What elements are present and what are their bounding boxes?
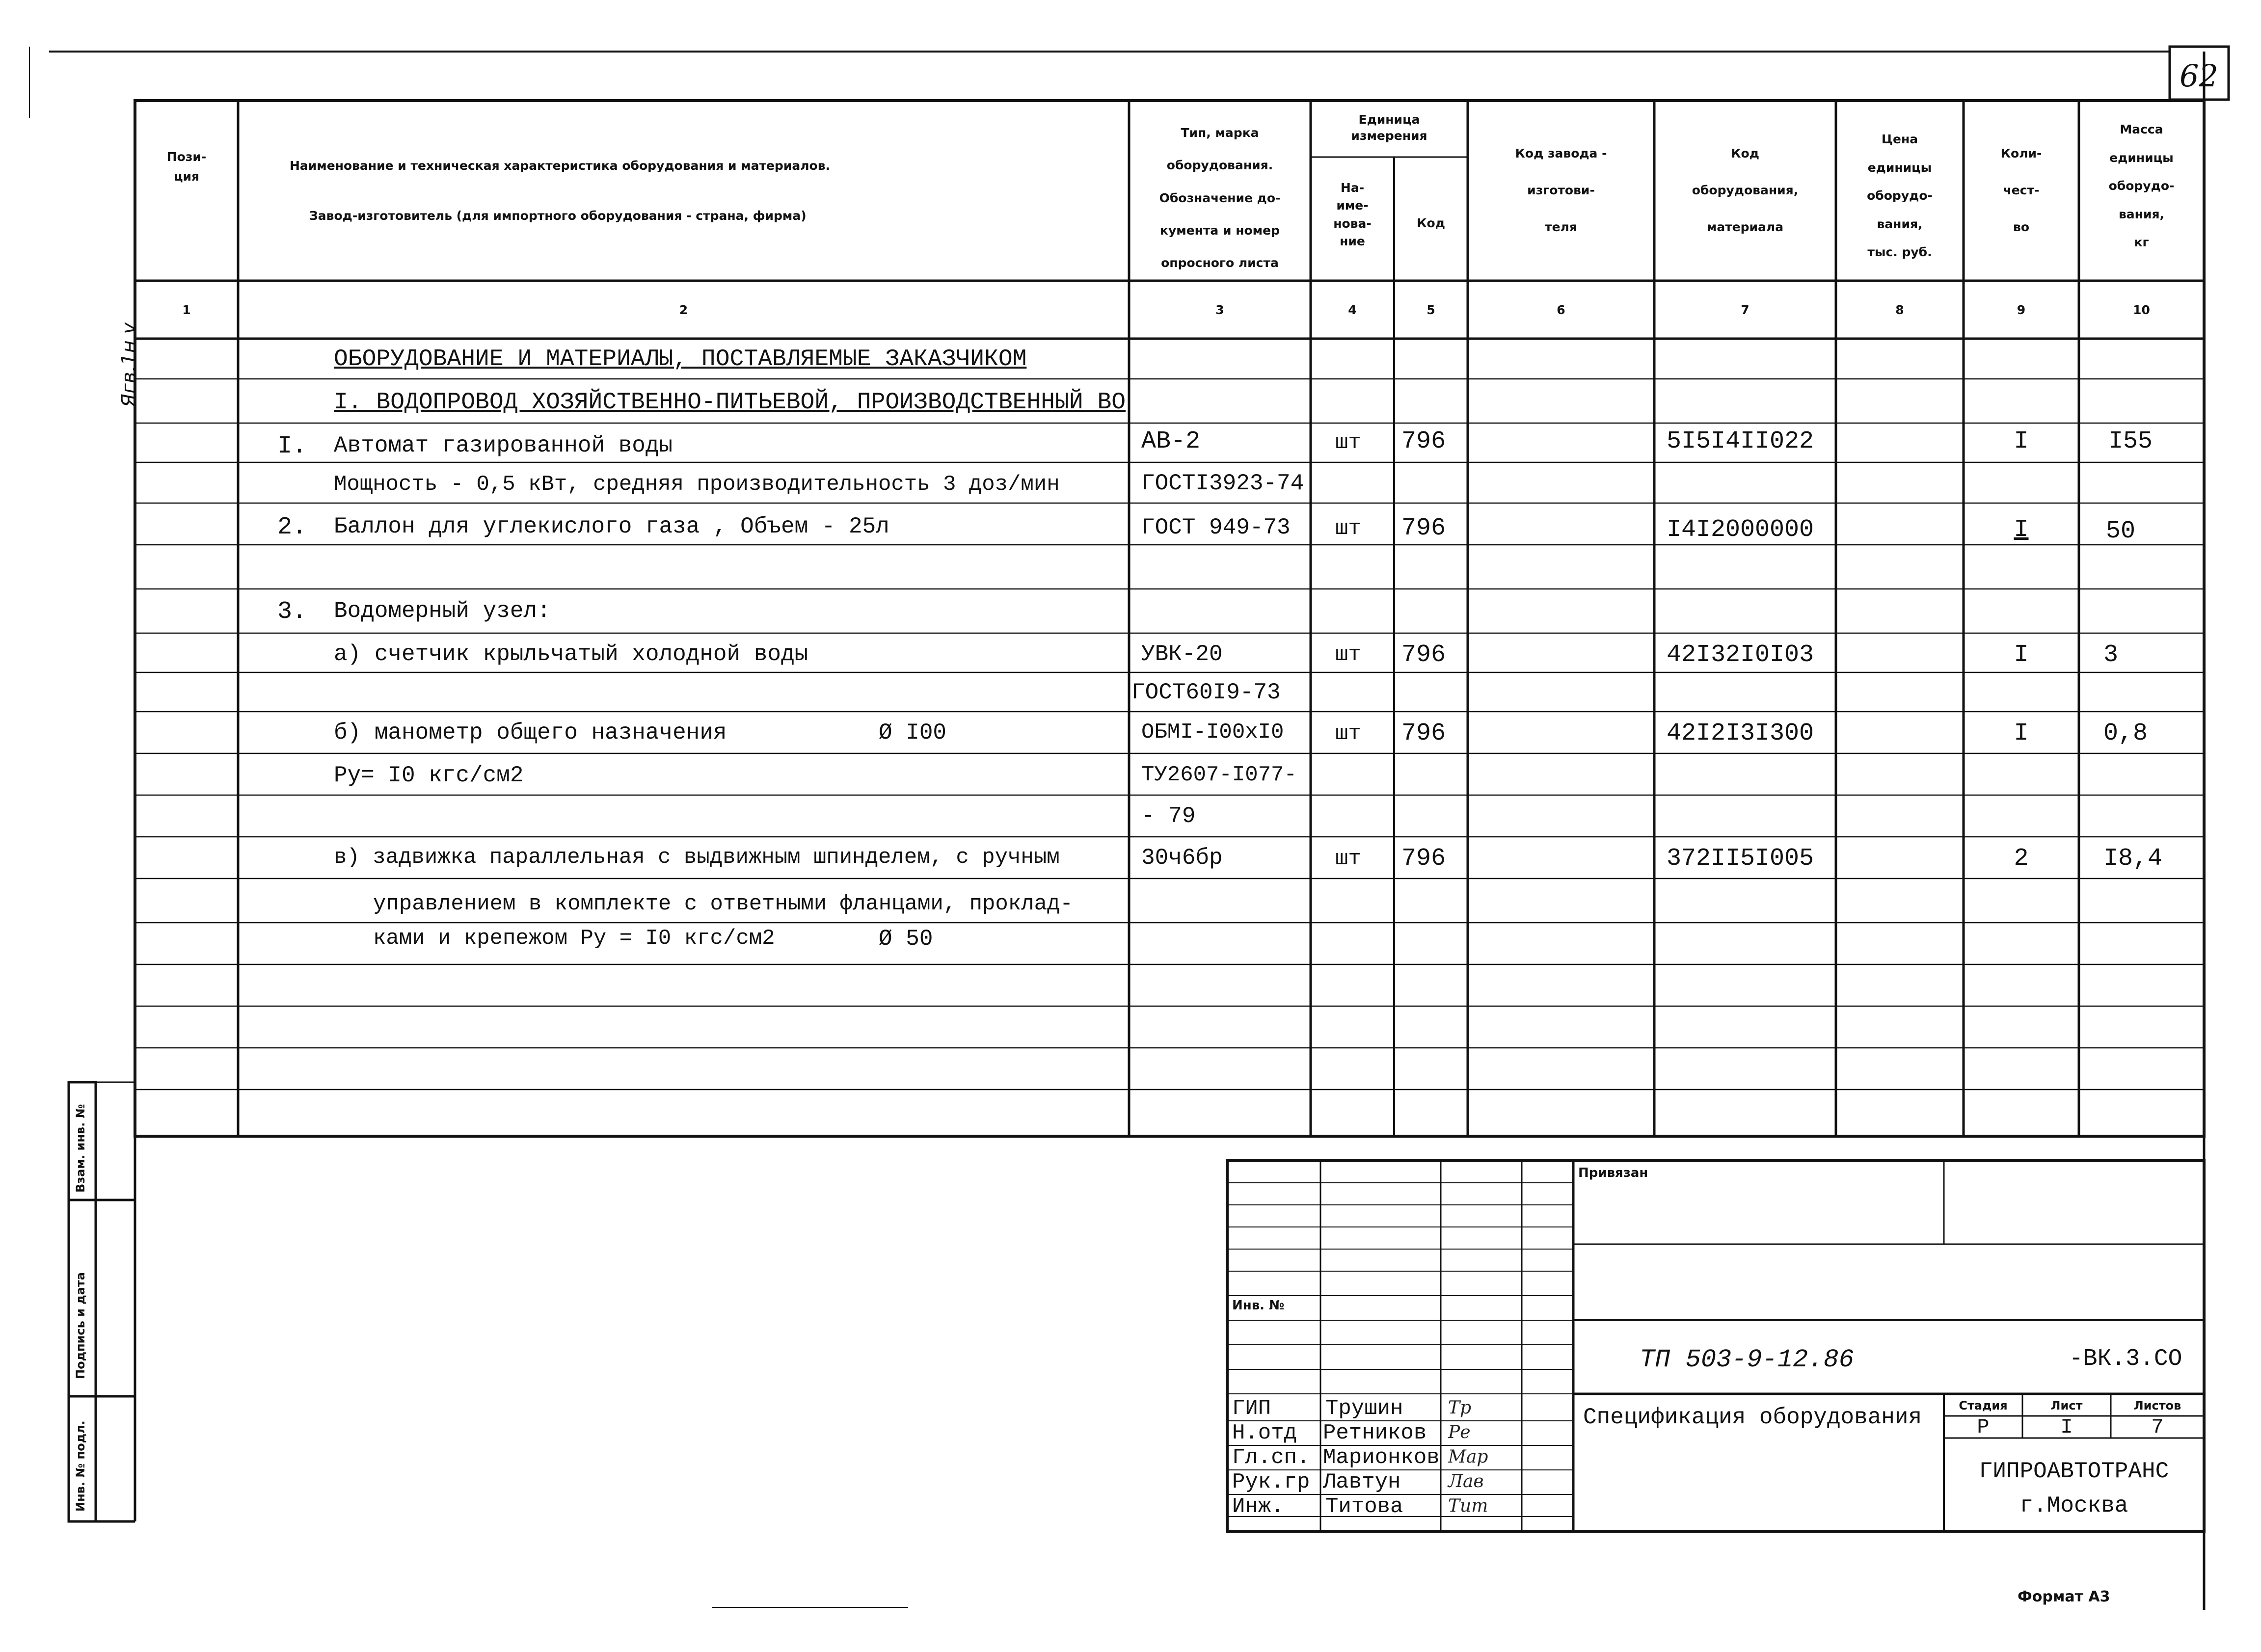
row-mass: 0,8 <box>2103 719 2148 747</box>
row-position: 3. <box>277 598 307 626</box>
row-code: 372II5I005 <box>1667 845 1814 873</box>
col-number: 6 <box>1557 303 1565 317</box>
tb-signature: Мар <box>1448 1447 1488 1467</box>
header-factory-code: Код завода - изготови- теля <box>1515 146 1607 234</box>
section-title: ОБОРУДОВАНИЕ И МАТЕРИАЛЫ, ПОСТАВЛЯЕМЫЕ ЗАКАЗЧИКОМ <box>334 346 1027 373</box>
col-number: 4 <box>1348 303 1357 317</box>
row-unit-code: 796 <box>1401 641 1446 669</box>
row-position: 2. <box>277 513 307 541</box>
row-name: а) счетчик крыльчатый холодной воды <box>334 641 808 667</box>
sheet-number: 62 <box>2180 58 2218 94</box>
row-diameter: Ø 50 <box>879 926 933 952</box>
row-type: УВК-20 <box>1141 641 1223 667</box>
row-quantity: I <box>2014 641 2029 669</box>
tb-title: Спецификация оборудования <box>1583 1405 1922 1430</box>
tb-doc-suffix: -ВК.3.СО <box>2069 1346 2182 1372</box>
row-type: АВ-2 <box>1141 427 1201 455</box>
margin-note: Ягв.1н v <box>118 322 140 407</box>
row-unit: шт <box>1335 847 1361 871</box>
tb-role: Н.отд <box>1232 1421 1297 1445</box>
row-position: I. <box>277 432 307 460</box>
tb-city: г.Москва <box>2019 1493 2128 1519</box>
row-code: 42I32I0I03 <box>1667 641 1814 669</box>
tb-sheets-label: Листов <box>2133 1399 2181 1412</box>
row-quantity: 2 <box>2014 845 2029 873</box>
col-number: 2 <box>679 303 688 317</box>
tb-name: Титова <box>1325 1494 1403 1519</box>
row-code: 5I5I4II022 <box>1667 427 1814 455</box>
col-number: 1 <box>182 303 191 317</box>
row-quantity: I <box>2014 427 2029 455</box>
col-number: 5 <box>1427 303 1435 317</box>
tb-name: Ретников <box>1323 1421 1427 1445</box>
row-type: ГОСТI3923-74 <box>1141 471 1304 496</box>
tb-org: ГИПРОАВТОТРАНС <box>1979 1459 2169 1484</box>
tb-privyazan: Привязан <box>1578 1166 1648 1180</box>
tb-signature: Тр <box>1448 1398 1472 1418</box>
row-unit: шт <box>1335 721 1361 746</box>
row-type: ТУ2607-I077- <box>1141 763 1297 787</box>
tb-role: Гл.сп. <box>1232 1445 1310 1470</box>
row-mass: 50 <box>2106 517 2136 545</box>
tb-signature: Ре <box>1448 1422 1471 1442</box>
row-quantity: I <box>2014 516 2029 544</box>
row-diameter: Ø I00 <box>879 720 947 746</box>
row-code: 42I2I3I300 <box>1667 719 1814 747</box>
row-name: Ру= I0 кгс/см2 <box>334 763 524 788</box>
tb-inv-no: Инв. № <box>1232 1298 1285 1313</box>
col-number: 7 <box>1741 303 1750 317</box>
tb-role: ГИП <box>1232 1396 1271 1421</box>
row-name: б) манометр общего назначения <box>334 720 727 746</box>
subsection-title: I. ВОДОПРОВОД ХОЗЯЙСТВЕННО-ПИТЬЕВОЙ, ПРОИЗВОДСТВЕННЫЙ ВО <box>334 389 1126 416</box>
row-type: 30ч6бр <box>1141 845 1223 871</box>
tb-name: Марионков <box>1323 1445 1440 1470</box>
row-unit-code: 796 <box>1401 719 1446 747</box>
stamp-inv-podl: Инв. № подл. <box>74 1420 87 1512</box>
row-type: ГОСТ 949-73 <box>1141 515 1291 540</box>
tb-stage: Р <box>1977 1415 1990 1439</box>
row-type: - 79 <box>1141 803 1196 829</box>
tb-doc-code: ТП 503-9-12.86 <box>1640 1345 1854 1374</box>
col-number: 8 <box>1895 303 1904 317</box>
header-unit-code: Код <box>1417 216 1445 230</box>
header-position: Пози- ция <box>166 150 207 184</box>
header-equip-code: Код оборудования, материала <box>1692 146 1799 234</box>
row-quantity: I <box>2014 719 2029 747</box>
row-unit: шт <box>1335 642 1361 667</box>
tb-sheet: I <box>2060 1415 2073 1439</box>
tb-sheet-label: Лист <box>2050 1399 2083 1412</box>
row-name: управлением в комплекте с ответными фланцами, проклад- <box>373 892 1073 916</box>
row-unit-code: 796 <box>1401 427 1446 455</box>
format-label: Формат А3 <box>2018 1588 2110 1605</box>
row-name: ками и крепежом Ру = I0 кгс/см2 <box>373 926 775 951</box>
stamp-sign-date: Подпись и дата <box>74 1272 87 1379</box>
header-price: Цена единицы оборудо- вания, тыс. руб. <box>1867 132 1933 259</box>
row-unit-code: 796 <box>1401 514 1446 542</box>
tb-role: Рук.гр <box>1232 1470 1310 1494</box>
tb-sheets: 7 <box>2151 1415 2164 1439</box>
tb-stage-label: Стадия <box>1959 1399 2008 1412</box>
row-code: I4I2000000 <box>1667 516 1814 544</box>
tb-name: Трушин <box>1325 1396 1403 1421</box>
col-number: 3 <box>1215 303 1224 317</box>
header-name-line1: Наименование и техническая характеристика оборудования и материалов. <box>290 159 831 173</box>
header-name-line2: Завод-изготовитель (для импортного оборудования - страна, фирма) <box>309 209 807 223</box>
header-quantity: Коли- чест- во <box>2000 146 2042 234</box>
row-unit: шт <box>1335 516 1361 541</box>
row-mass: 3 <box>2103 641 2119 669</box>
row-name: Мощность - 0,5 кВт, средняя производительность 3 доз/мин <box>334 472 1060 497</box>
tb-name: Лавтун <box>1323 1470 1401 1494</box>
tb-signature: Тит <box>1448 1496 1488 1516</box>
row-mass: I55 <box>2108 427 2153 455</box>
row-name: Автомат газированной воды <box>334 433 673 458</box>
row-name: Баллон для углекислого газа , Объем - 25л <box>334 514 889 539</box>
row-unit-code: 796 <box>1401 845 1446 873</box>
stamp-vzam-inv: Взам. инв. № <box>74 1104 87 1193</box>
tb-role: Инж. <box>1232 1494 1284 1519</box>
tb-signature: Лав <box>1448 1471 1484 1492</box>
header-type: Тип, марка оборудования. Обозначение до- кумента и номер опросного листа <box>1159 126 1281 270</box>
row-name: в) задвижка параллельная с выдвижным шпинделем, с ручным <box>334 845 1060 870</box>
header-unit-name: На- име- нова- ние <box>1333 181 1372 248</box>
row-type: ГОСТ60I9-73 <box>1131 680 1281 705</box>
row-unit: шт <box>1335 430 1361 455</box>
header-mass: Масса единицы оборудо- вания, кг <box>2108 122 2175 249</box>
col-number: 9 <box>2017 303 2026 317</box>
header-unit: Единица измерения <box>1351 112 1427 143</box>
col-number: 10 <box>2133 303 2150 317</box>
row-mass: I8,4 <box>2103 845 2163 873</box>
row-type: ОБМI-I00xI0 <box>1141 720 1284 745</box>
row-name: Водомерный узел: <box>334 598 551 624</box>
